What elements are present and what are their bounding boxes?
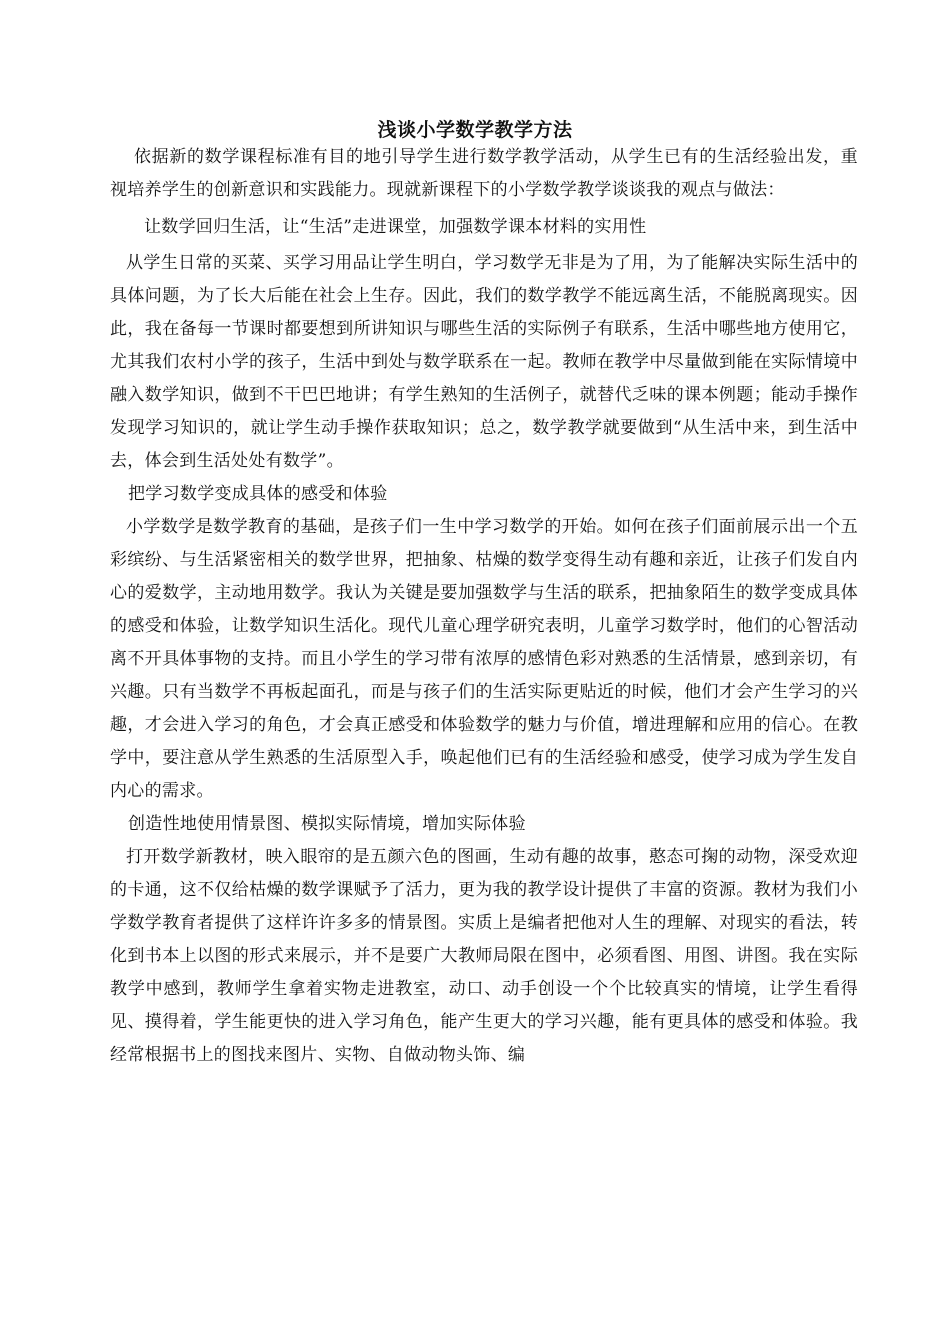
section-body-3: 打开数学新教材，映入眼帘的是五颜六色的图画，生动有趣的故事，憨态可掬的动物，深受欢迎的卡通，这不仅给枯燥的数学课赋予了活力，更为我的教学设计提供了丰富的资源。教材为我们小学数学教育者提供了这样许许多多的情景图。实质上是编者把他对人生的理解、对现实的看法，转化到书本上以图的形式来展示，并不是要广大教师局限在图中，必须看图、用图、讲图。我在实际教学中感到，教师学生拿着实物走进教室，动口、动手创设一个个比较真实的情境，让学生看得见、摸得着，学生能更快的进入学习角色，能产生更大的学习兴趣，能有更具体的感受和体验。我经常根据书上的图找来图片、实物、自做动物头饰、编 [110,847,858,1065]
section-body-1: 从学生日常的买菜、买学习用品让学生明白，学习数学无非是为了用，为了能解决实际生活中的具体问题，为了长大后能在社会上生存。因此，我们的数学教学不能远离生活，不能脱离现实。因此，我在备每一节课时都要想到所讲知识与哪些生活的实际例子有联系，生活中哪些地方使用它，尤其我们农村小学的孩子，生活中到处与数学联系在一起。教师在教学中尽量做到能在实际情境中融入数学知识，做到不干巴巴地讲；有学生熟知的生活例子，就替代乏味的课本例题；能动手操作发现学习知识的，就让学生动手操作获取知识；总之，数学教学就要做到“从生活中来，到生活中去，体会到生活处处有数学”。 [110,253,858,471]
intro-paragraph: 依据新的数学课程标准有目的地引导学生进行数学教学活动，从学生已有的生活经验出发，重视培养学生的创新意识和实践能力。现就新课程下的小学数学教学谈谈我的观点与做法： [110,147,858,200]
section-heading-1: 让数学回归生活，让“生活”走进课堂，加强数学课本材料的实用性 [144,217,647,237]
document-body [110,141,858,1072]
section-heading-3: 创造性地使用情景图、模拟实际情境，增加实际体验 [128,814,526,834]
document-title: 浅谈小学数学教学方法 [377,119,573,141]
section-body-2: 小学数学是数学教育的基础，是孩子们一生中学习数学的开始。如何在孩子们面前展示出一个五彩缤纷、与生活紧密相关的数学世界，把抽象、枯燥的数学变得生动有趣和亲近，让孩子们发自内心的爱数学，主动地用数学。我认为关键是要加强数学与生活的联系，把抽象陌生的数学变成具体的感受和体验，让数学知识生活化。现代儿童心理学研究表明，儿童学习数学时，他们的心智活动离不开具体事物的支持。而且小学生的学习带有浓厚的感情色彩对熟悉的生活情景，感到亲切，有兴趣。只有当数学不再板起面孔，而是与孩子们的生活实际更贴近的时候，他们才会产生学习的兴趣，才会进入学习的角色，才会真正感受和体验数学的魅力与价值，增进理解和应用的信心。在教学中，要注意从学生熟悉的生活原型入手，唤起他们已有的生活经验和感受，使学习成为学生发自内心的需求。 [110,517,858,801]
section-heading-2: 把学习数学变成具体的感受和体验 [128,484,388,504]
